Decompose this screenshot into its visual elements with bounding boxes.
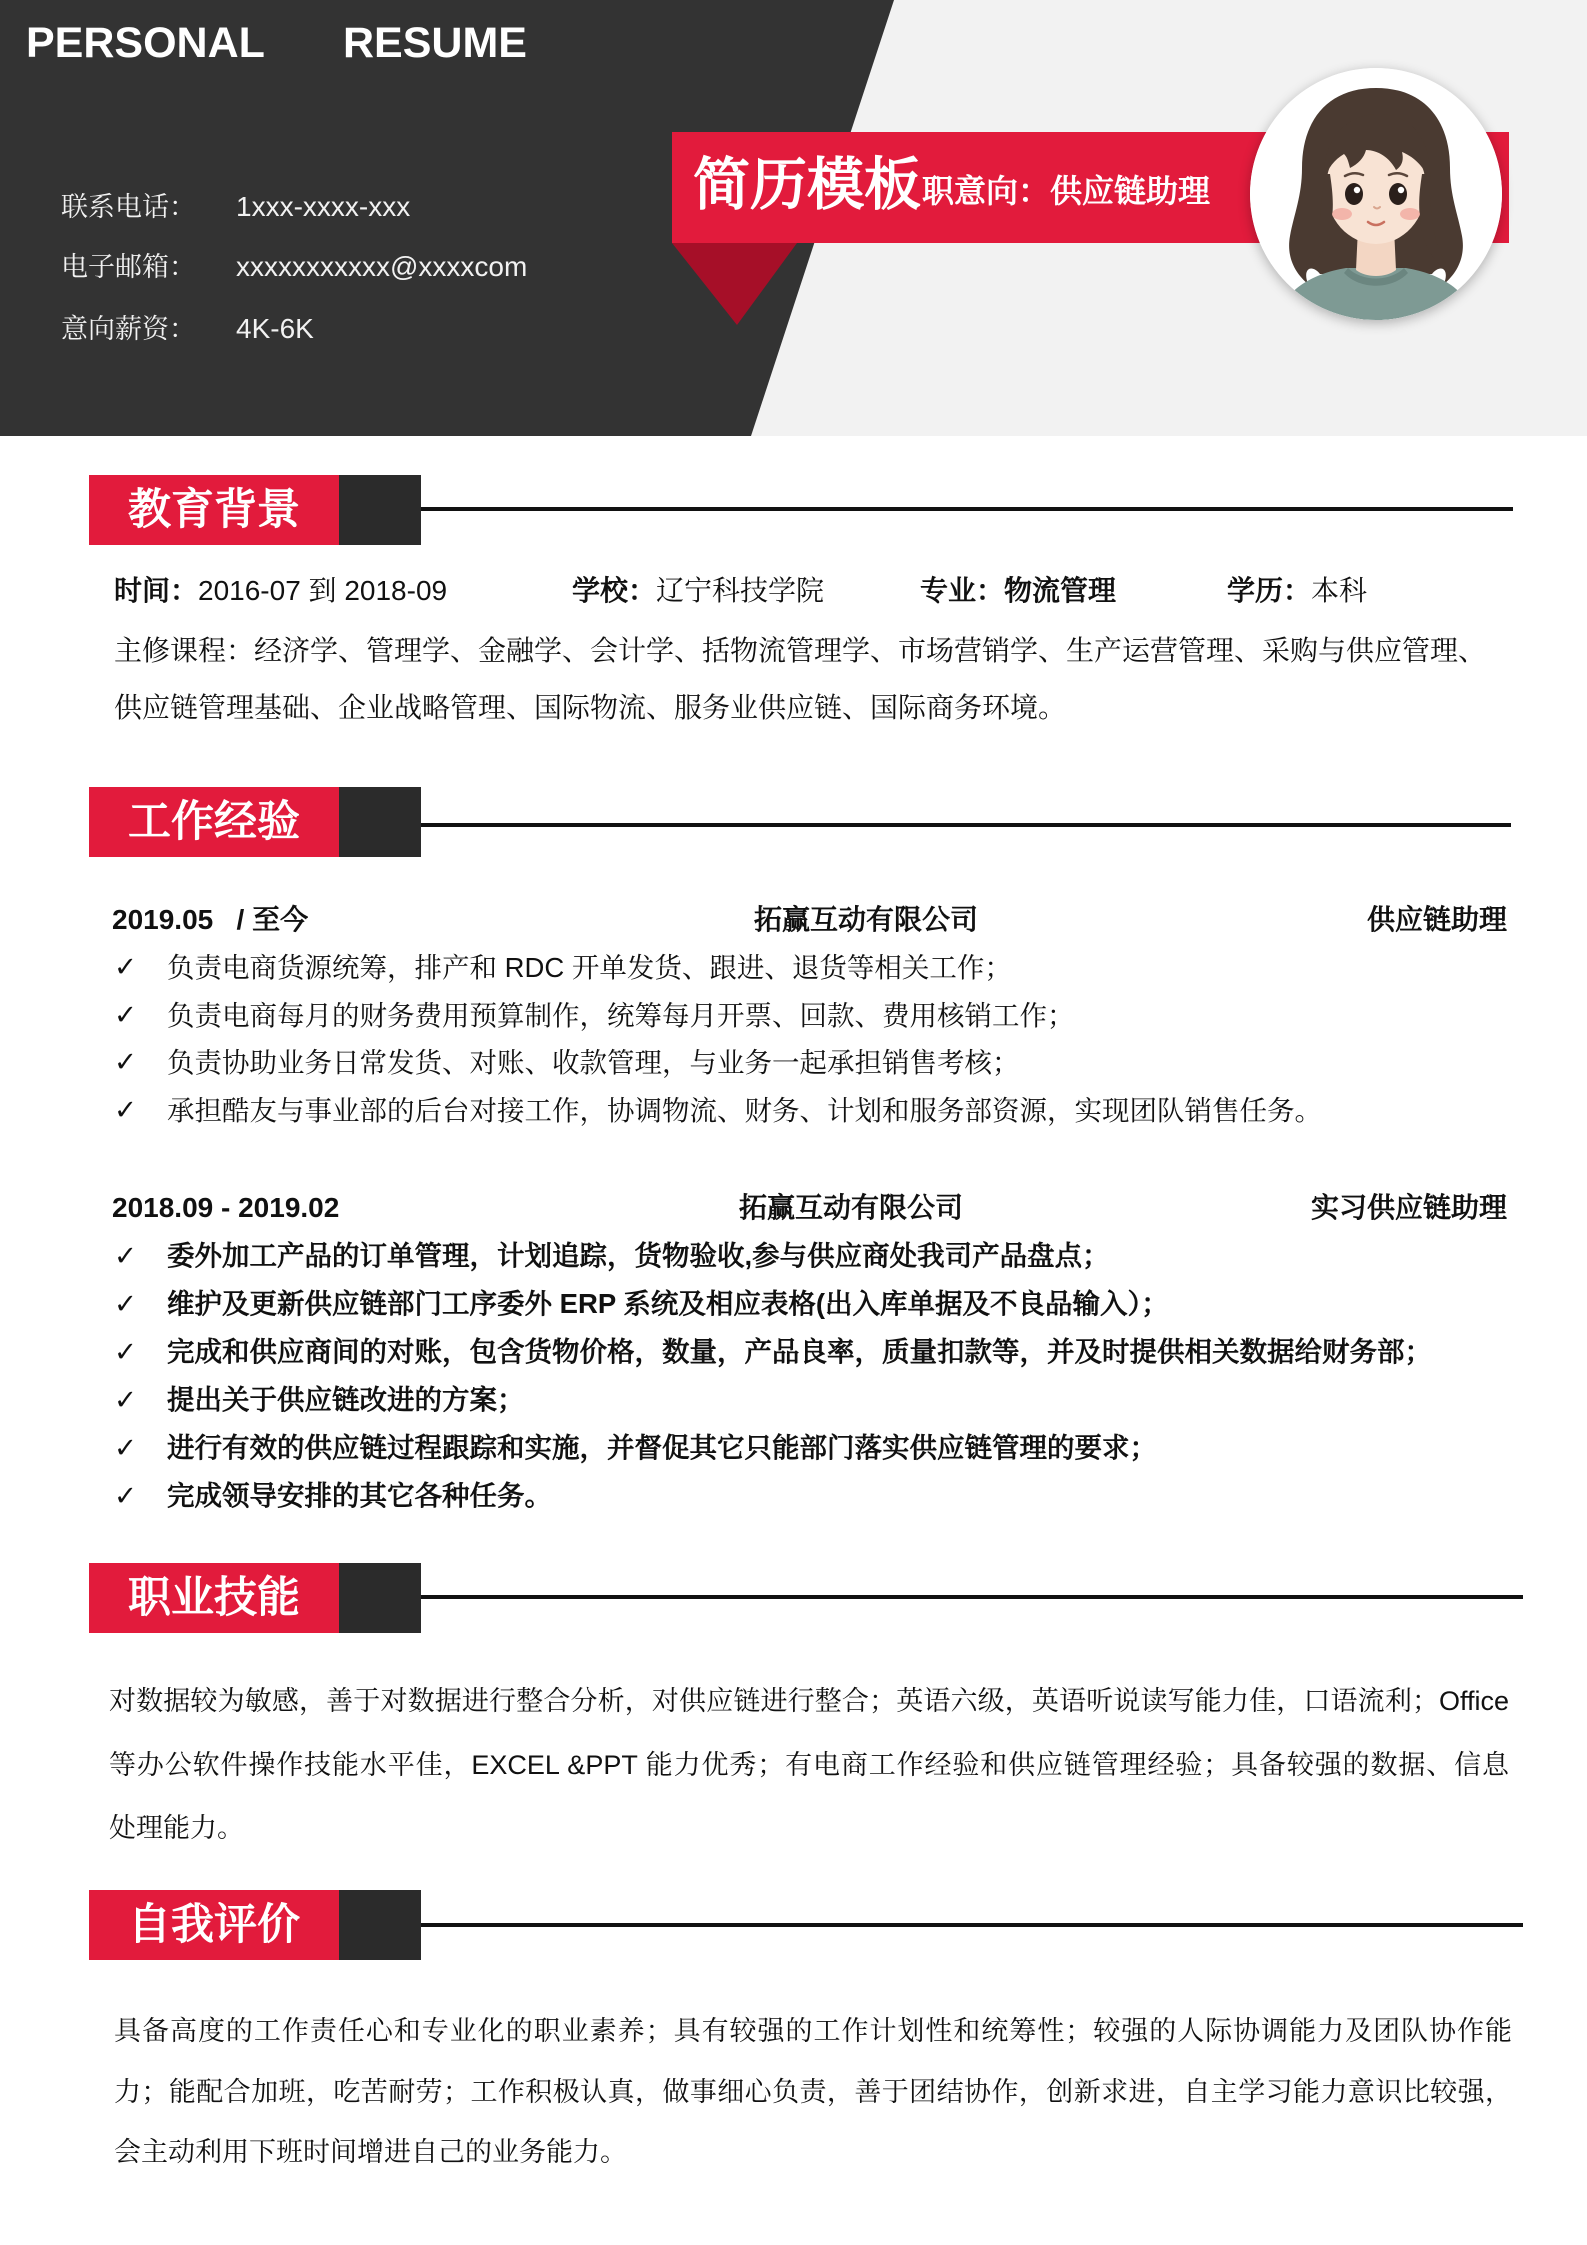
skills-divider	[421, 1595, 1523, 1599]
banner-subtitle: 职意向：供应链助理	[922, 173, 1211, 209]
avatar-eye-right	[1389, 183, 1407, 205]
job-1-duty-text: 负责协助业务日常发货、对账、收款管理，与业务一起承担销售考核；	[167, 1047, 1020, 1079]
job-2-duty	[114, 1280, 1514, 1328]
work-divider	[421, 823, 1511, 827]
skills-heading-accent	[339, 1563, 421, 1633]
self-eval-heading: 自我评价	[128, 1901, 300, 1949]
job-2-duty-text: 委外加工产品的订单管理，计划追踪，货物验收,参与供应商处我司产品盘点；	[167, 1240, 1110, 1271]
header-title-resume: RESUME	[343, 19, 527, 67]
education-courses-text: 经济学、管理学、金融学、会计学、括物流管理学、市场营销学、生产运营管理、采购与供应管理、	[254, 635, 1487, 666]
avatar-eye-left	[1345, 183, 1363, 205]
job-1-duty-text: 负责电商货源统筹，排产和 RDC 开单发货、跟进、退货等相关工作；	[167, 952, 1012, 983]
job-1-duty	[114, 992, 1514, 1040]
avatar	[1250, 68, 1502, 320]
girl-avatar-illustration	[1250, 68, 1502, 320]
skills-line: 处理能力。	[109, 1813, 244, 1843]
education-degree	[1227, 571, 1367, 611]
job-2-duty-text: 提出关于供应链改进的方案；	[167, 1384, 525, 1415]
skills-paragraph	[109, 1670, 1509, 1861]
education-school	[572, 571, 824, 611]
check-icon	[114, 1424, 137, 1472]
self-eval-heading-box	[89, 1890, 339, 1960]
education-courses-line-1	[114, 631, 1486, 671]
job-1-company: 拓赢互动有限公司	[754, 904, 979, 935]
education-heading-accent	[339, 475, 421, 545]
avatar-eye-right-highlight	[1398, 187, 1404, 193]
education-time	[114, 571, 447, 611]
contact-phone	[61, 187, 621, 227]
education-courses-line-2: 供应链管理基础、企业战略管理、国际物流、服务业供应链、国际商务环境。	[114, 692, 1067, 723]
check-icon	[114, 1232, 137, 1280]
job-1-duty	[114, 1087, 1514, 1135]
job-1-duties	[114, 944, 1514, 1135]
job-2-duty	[114, 1376, 1514, 1424]
contact-email-label: 电子邮箱：	[61, 252, 196, 282]
check-icon	[114, 1328, 137, 1376]
job-1-duty-text: 承担酷友与事业部的后台对接工作，协调物流、财务、计划和服务部资源，实现团队销售任务。	[167, 1095, 1322, 1127]
self-eval-line: 力；能配合加班，吃苦耐劳；工作积极认真，做事细心负责，善于团结协作，创新求进，自主学习能力意识比较强，	[114, 2076, 1512, 2107]
contact-phone-value: 1xxx-xxxx-xxx	[236, 191, 411, 222]
education-major	[920, 571, 1116, 611]
education-major-label: 专业：	[920, 575, 1005, 606]
education-degree-label: 学历：	[1227, 575, 1312, 606]
education-major-value: 物流管理	[1004, 575, 1117, 606]
banner-title: 简历模板	[693, 153, 921, 217]
check-icon	[114, 1280, 137, 1328]
skills-heading-box	[89, 1563, 339, 1633]
work-heading: 工作经验	[128, 798, 300, 846]
job-2-duty-text: 维护及更新供应链部门工序委外 ERP 系统及相应表格(出入库单据及不良品输入）；	[167, 1288, 1169, 1319]
education-school-value: 辽宁科技学院	[656, 575, 825, 606]
check-icon	[114, 944, 137, 992]
education-heading: 教育背景	[128, 486, 300, 534]
contact-salary-label: 意向薪资：	[61, 314, 196, 344]
check-icon	[114, 1376, 137, 1424]
self-eval-line: 具备高度的工作责任心和专业化的职业素养；具有较强的工作计划性和统筹性；较强的人际协调能力及团队协作能	[114, 2016, 1512, 2046]
education-courses-label: 主修课程：	[114, 634, 255, 667]
contact-email	[61, 247, 621, 287]
education-heading-box	[89, 475, 339, 545]
job-2-duty-text: 完成和供应商间的对账，包含货物价格，数量，产品良率，质量扣款等，并及时提供相关数据给财务部；	[167, 1336, 1432, 1367]
work-heading-accent	[339, 787, 421, 857]
skills-heading: 职业技能	[128, 1574, 300, 1622]
contact-salary-value: 4K-6K	[236, 313, 314, 344]
check-icon	[114, 1087, 137, 1135]
job-2-duties	[114, 1232, 1514, 1520]
avatar-blush-right	[1400, 208, 1420, 220]
education-school-label: 学校：	[572, 575, 657, 606]
self-eval-line: 会主动利用下班时间增进自己的业务能力。	[114, 2137, 627, 2167]
job-2-duty	[114, 1472, 1514, 1520]
check-icon	[114, 1472, 137, 1520]
check-icon	[114, 992, 137, 1040]
education-time-label: 时间：	[114, 575, 199, 606]
job-2-duty	[114, 1232, 1514, 1280]
job-1-period: 2019.05 / 至今	[112, 904, 309, 935]
skills-line: 对数据较为敏感，善于对数据进行整合分析，对供应链进行整合；英语六级，英语听说读写能力佳，口语流利；Office	[109, 1686, 1509, 1716]
self-eval-divider	[421, 1923, 1523, 1927]
job-1-duty	[114, 944, 1514, 992]
skills-line: 等办公软件操作技能水平佳，EXCEL &PPT 能力优秀；有电商工作经验和供应链管理经验；具备较强的数据、信息	[109, 1749, 1509, 1780]
job-2-duty-text: 进行有效的供应链过程跟踪和实施，并督促其它只能部门落实供应链管理的要求；	[167, 1432, 1157, 1463]
work-heading-box	[89, 787, 339, 857]
job-2-duty	[114, 1424, 1514, 1472]
contact-email-value: xxxxxxxxxxx@xxxxcom	[236, 251, 528, 282]
job-1-role: 供应链助理	[1366, 904, 1507, 935]
self-eval-heading-accent	[339, 1890, 421, 1960]
job-2-period: 2018.09 - 2019.02	[112, 1192, 340, 1223]
header-title-personal: PERSONAL	[26, 19, 265, 67]
education-degree-value: 本科	[1311, 575, 1368, 606]
job-2-company: 拓赢互动有限公司	[739, 1192, 964, 1223]
self-eval-paragraph	[114, 2001, 1512, 2183]
job-2-role: 实习供应链助理	[1310, 1192, 1507, 1223]
avatar-blush-left	[1332, 208, 1352, 220]
job-2-duty-text: 完成领导安排的其它各种任务。	[167, 1480, 552, 1511]
job-1-duty	[114, 1039, 1514, 1087]
contact-salary	[61, 309, 621, 349]
job-1-duty-text: 负责电商每月的财务费用预算制作，统筹每月开票、回款、费用核销工作；	[167, 999, 1075, 1031]
avatar-eye-left-highlight	[1354, 187, 1360, 193]
education-time-value: 2016-07 到 2018-09	[198, 575, 448, 606]
education-divider	[421, 507, 1513, 511]
check-icon	[114, 1039, 137, 1087]
job-2-duty	[114, 1328, 1514, 1376]
contact-phone-label: 联系电话：	[61, 192, 196, 222]
